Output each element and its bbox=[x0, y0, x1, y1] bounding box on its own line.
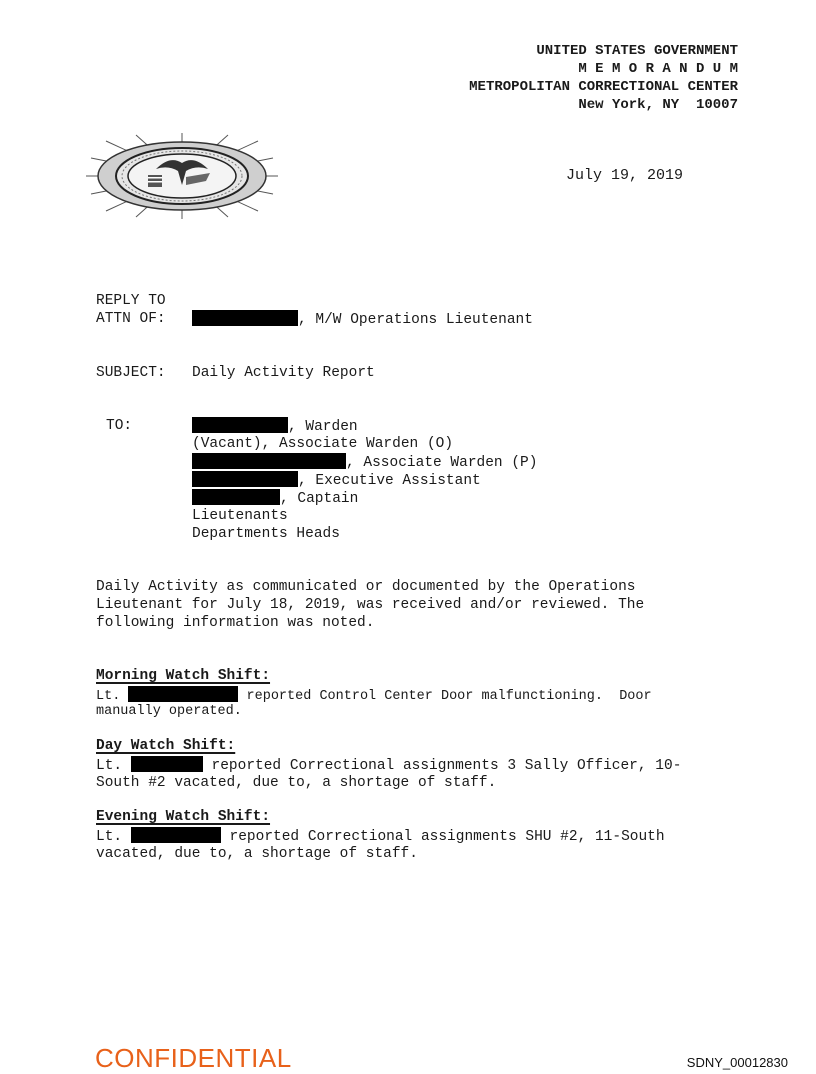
redaction-bar bbox=[131, 827, 221, 843]
header-line-institution: METROPOLITAN CORRECTIONAL CENTER bbox=[469, 79, 738, 95]
day-shift-line-2: South #2 vacated, due to, a shortage of staff. bbox=[96, 775, 497, 791]
lt-prefix: Lt. bbox=[96, 689, 121, 704]
doj-seal-icon bbox=[86, 133, 278, 219]
attn-of-label: ATTN OF: bbox=[96, 311, 166, 327]
to-line-lieutenants: Lieutenants bbox=[192, 508, 288, 524]
lt-prefix: Lt. bbox=[96, 758, 123, 774]
to-line-associate-warden-p bbox=[192, 453, 537, 472]
intro-line-2: Lieutenant for July 18, 2019, was received and/or reviewed. The bbox=[96, 597, 645, 613]
header-line-government: UNITED STATES GOVERNMENT bbox=[536, 43, 738, 59]
evening-shift-title: Evening Watch Shift: bbox=[96, 809, 271, 825]
bates-number: SDNY_00012830 bbox=[686, 1055, 788, 1070]
header-line-memorandum: M E M O R A N D U M bbox=[578, 61, 738, 77]
intro-line-3: following information was noted. bbox=[96, 615, 375, 631]
redaction-bar bbox=[192, 310, 298, 326]
morning-shift-text: reported Control Center Door malfunctioning. Door bbox=[246, 689, 652, 704]
to-line-department-heads: Departments Heads bbox=[192, 526, 340, 542]
redaction-bar bbox=[128, 686, 238, 702]
morning-shift-line-2: manually operated. bbox=[96, 704, 242, 719]
redaction-bar bbox=[192, 453, 346, 469]
recipient-role: , Captain bbox=[280, 491, 359, 507]
confidential-stamp: CONFIDENTIAL bbox=[95, 1043, 292, 1073]
recipient-role: , Associate Warden (P) bbox=[346, 455, 538, 471]
subject-label: SUBJECT: bbox=[96, 365, 166, 381]
memo-header bbox=[469, 42, 738, 114]
redaction-bar bbox=[131, 756, 203, 772]
lt-prefix: Lt. bbox=[96, 829, 123, 845]
day-shift-text: reported Correctional assignments 3 Sally Officer, 10- bbox=[211, 758, 682, 774]
to-line-captain bbox=[192, 489, 358, 508]
redaction-bar bbox=[192, 489, 280, 505]
day-shift-title: Day Watch Shift: bbox=[96, 738, 236, 754]
recipient-role: , Warden bbox=[288, 419, 358, 435]
to-line-associate-warden-o: (Vacant), Associate Warden (O) bbox=[192, 436, 454, 452]
evening-shift-line-1 bbox=[96, 827, 665, 846]
redaction-bar bbox=[192, 471, 298, 487]
attn-of-title: , M/W Operations Lieutenant bbox=[298, 312, 533, 328]
redaction-bar bbox=[192, 417, 288, 433]
attn-of-value bbox=[192, 310, 533, 329]
to-label: TO: bbox=[106, 418, 133, 434]
intro-line-1: Daily Activity as communicated or documented by the Operations bbox=[96, 579, 636, 595]
to-line-warden bbox=[192, 417, 358, 436]
evening-shift-text: reported Correctional assignments SHU #2, 11-South bbox=[229, 829, 665, 845]
recipient-role: , Executive Assistant bbox=[298, 473, 481, 489]
morning-shift-title: Morning Watch Shift: bbox=[96, 668, 271, 684]
header-line-city: New York, NY 10007 bbox=[578, 97, 738, 113]
subject-value: Daily Activity Report bbox=[192, 365, 375, 381]
reply-to-label: REPLY TO bbox=[96, 293, 166, 309]
memo-date: July 19, 2019 bbox=[566, 167, 684, 184]
day-shift-line-1 bbox=[96, 756, 681, 775]
evening-shift-line-2: vacated, due to, a shortage of staff. bbox=[96, 846, 418, 862]
to-line-executive-assistant bbox=[192, 471, 481, 490]
